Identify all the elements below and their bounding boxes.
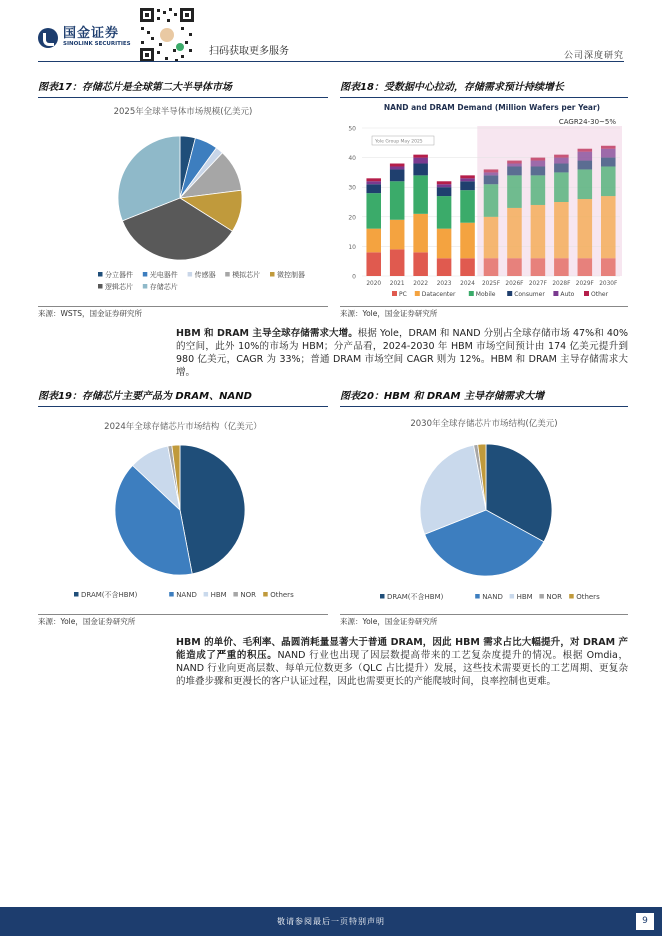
bar-Mobile-2023 — [437, 196, 452, 229]
bar-Consumer-2026F — [507, 166, 522, 175]
pie-title: 2025年全球半导体市场规模(亿美元) — [113, 107, 253, 117]
bar-Auto-2022 — [413, 158, 428, 164]
page-footer — [0, 907, 662, 936]
paragraph-hbm-dram-body: 根据 Yole，DRAM 和 NAND 分别占全球存储市场 47%和 40%的空间，此外 10%的市场为 HBM；分产品看，2024-2030 年 HBM 市场空间预计由 174 亿美元提升到 980 亿美元，CAGR 为 33%；普通 DRAM 市场空间 CAGR 则为 12%。HBM 和 DRAM 主导存储需求大增。 — [176, 328, 628, 378]
fig19-title: 图表19：存储芯片主要产品为 DRAM、NAND — [38, 389, 328, 407]
bar-Mobile-2026F — [507, 175, 522, 208]
y-tick-label: 40 — [348, 155, 356, 163]
paragraph-hbm-capacity — [176, 636, 628, 688]
logo-cn: 国金证券 — [63, 26, 120, 41]
bar-Auto-2030F — [601, 149, 616, 158]
bar-Datacenter-2028F — [554, 202, 569, 258]
y-tick-label: 0 — [352, 273, 356, 281]
legend-label-4: Others — [576, 593, 600, 601]
legend-label-2: Mobile — [475, 291, 496, 298]
page-header — [0, 0, 662, 62]
legend-swatch-2 — [469, 291, 474, 296]
bar-Other-2028F — [554, 155, 569, 158]
legend-label-2: HBM — [516, 593, 533, 601]
cagr-annotation: CAGR24-30~5% — [558, 118, 616, 126]
bar-PC-2020 — [366, 252, 381, 276]
bar-Consumer-2020 — [366, 184, 381, 193]
footer-disclaimer[interactable]: 敬请参阅最后一页特别声明 — [277, 917, 385, 926]
bar-Datacenter-2026F — [507, 208, 522, 258]
bar-Consumer-2024 — [460, 181, 475, 190]
fig20-source: 来源：Yole，国金证券研究所 — [340, 614, 628, 628]
legend-swatch-0 — [98, 272, 103, 277]
fig17-pie-chart — [38, 100, 328, 306]
bar-Consumer-2030F — [601, 158, 616, 167]
y-tick-label: 50 — [348, 125, 356, 133]
bar-PC-2021 — [390, 249, 405, 276]
fig19-pie-chart — [38, 409, 328, 614]
fig20-title: 图表20：HBM 和 DRAM 主导存储需求大增 — [340, 389, 628, 407]
bar-PC-2029F — [578, 258, 593, 276]
legend-swatch-1 — [415, 291, 420, 296]
x-tick-label: 2027F — [528, 281, 547, 287]
bar-Consumer-2023 — [437, 187, 452, 196]
paragraph-hbm-capacity-lead: HBM 的单价、毛利率、晶圆消耗量显著大于普通 DRAM，因此 HBM 需求占比大幅提升，对 DRAM 产能造成了严重的积压。 — [176, 637, 628, 661]
legend-swatch-0 — [74, 592, 79, 597]
bar-Mobile-2025F — [484, 184, 499, 217]
x-tick-label: 2025F — [481, 281, 501, 287]
legend-label-6: 存储芯片 — [149, 283, 178, 291]
legend-label-0: DRAM(不含HBM) — [387, 593, 444, 601]
bar-Consumer-2021 — [390, 169, 405, 181]
bar-Other-2021 — [390, 164, 405, 167]
paragraph-hbm-dram-lead: HBM 和 DRAM 主导全球存储需求大增。 — [176, 328, 358, 339]
fig17-title: 图表17：存储芯片是全球第二大半导体市场 — [38, 80, 328, 98]
forecast-shade — [477, 126, 622, 276]
bar-Other-2023 — [437, 181, 452, 184]
bar-PC-2028F — [554, 258, 569, 276]
legend-swatch-4 — [263, 592, 268, 597]
x-tick-label: 2023 — [436, 281, 452, 287]
y-tick-label: 30 — [348, 184, 356, 192]
bar-Mobile-2030F — [601, 166, 616, 196]
x-tick-label: 2024 — [460, 281, 475, 287]
bar-Mobile-2022 — [413, 175, 428, 213]
x-tick-label: 2021 — [389, 281, 405, 287]
bar-Datacenter-2023 — [437, 229, 452, 259]
legend-swatch-2 — [204, 592, 209, 597]
legend-swatch-4 — [553, 291, 558, 296]
bar-title: NAND and DRAM Demand (Million Wafers per Year) — [383, 103, 601, 112]
bar-Other-2027F — [531, 158, 546, 161]
bar-Other-2022 — [413, 155, 428, 158]
legend-label-0: PC — [399, 291, 407, 298]
bar-Mobile-2027F — [531, 175, 546, 205]
bar-Datacenter-2020 — [366, 229, 381, 253]
bar-Other-2026F — [507, 161, 522, 164]
bar-Mobile-2028F — [554, 172, 569, 202]
x-tick-label: 2029F — [575, 281, 594, 287]
bar-Datacenter-2030F — [601, 196, 616, 258]
bar-Consumer-2029F — [578, 161, 593, 170]
legend-swatch-4 — [569, 594, 574, 599]
bar-PC-2024 — [460, 258, 475, 276]
legend-swatch-5 — [98, 284, 103, 289]
x-tick-label: 2028F — [552, 281, 571, 287]
fig18-title: 图表18：受数据中心拉动，存储需求预计持续增长 — [340, 80, 628, 98]
legend-label-5: 逻辑芯片 — [105, 283, 133, 291]
bar-Auto-2026F — [507, 164, 522, 167]
legend-label-3: 模拟芯片 — [232, 271, 261, 279]
legend-swatch-1 — [475, 594, 480, 599]
header-divider — [38, 61, 624, 62]
fig19-source: 来源：Yole，国金证券研究所 — [38, 614, 328, 628]
bar-Mobile-2029F — [578, 169, 593, 199]
legend-swatch-6 — [143, 284, 148, 289]
y-tick-label: 20 — [348, 214, 356, 222]
x-tick-label: 2020 — [366, 281, 382, 287]
pie-slice-0 — [180, 445, 245, 574]
bar-Mobile-2021 — [390, 181, 405, 219]
legend-swatch-2 — [188, 272, 193, 277]
bar-Auto-2027F — [531, 161, 546, 167]
bar-Consumer-2028F — [554, 164, 569, 173]
fig18-bar-chart — [340, 100, 628, 306]
fig18-source: 来源：Yole，国金证券研究所 — [340, 306, 628, 320]
bar-Other-2030F — [601, 146, 616, 149]
legend-swatch-2 — [510, 594, 514, 599]
legend-label-1: Datacenter — [421, 291, 456, 298]
bar-Auto-2023 — [437, 184, 452, 187]
legend-swatch-5 — [584, 291, 589, 296]
legend-label-2: 传感器 — [194, 271, 216, 279]
legend-label-1: 光电器件 — [149, 271, 178, 279]
legend-label-3: NOR — [546, 593, 563, 601]
logo-en: SINOLINK SECURITIES — [63, 41, 131, 47]
pie-title: 2030年全球存储芯片市场结构(亿美元) — [410, 419, 558, 429]
paragraph-hbm-dram — [176, 327, 628, 379]
legend-swatch-0 — [392, 291, 397, 296]
legend-swatch-4 — [270, 272, 275, 277]
legend-label-3: Consumer — [514, 291, 545, 298]
qr-code-icon[interactable] — [137, 5, 197, 65]
report-type: 公司深度研究 — [563, 51, 624, 61]
x-tick-label: 2022 — [413, 281, 429, 287]
bar-Datacenter-2024 — [460, 223, 475, 259]
legend-label-0: 分立器件 — [105, 271, 133, 279]
legend-swatch-3 — [539, 594, 544, 599]
legend-label-2: HBM — [210, 591, 227, 599]
bar-PC-2026F — [507, 258, 522, 276]
x-tick-label: 2030F — [599, 281, 618, 287]
legend-label-0: DRAM(不含HBM) — [81, 591, 138, 599]
bar-Datacenter-2025F — [484, 217, 499, 258]
legend-label-4: Auto — [560, 291, 575, 298]
bar-Consumer-2027F — [531, 166, 546, 175]
legend-label-4: 微控制器 — [277, 271, 305, 279]
company-logo — [38, 27, 131, 48]
scan-text: 扫码获取更多服务 — [209, 46, 289, 57]
bar-PC-2027F — [531, 258, 546, 276]
bar-Consumer-2022 — [413, 164, 428, 176]
legend-swatch-3 — [233, 592, 238, 597]
fig20-pie-chart — [340, 409, 628, 614]
source-tag: Yole Group May 2025 — [375, 139, 423, 145]
bar-Datacenter-2027F — [531, 205, 546, 258]
bar-Other-2025F — [484, 169, 499, 172]
bar-Mobile-2024 — [460, 190, 475, 223]
bar-Auto-2024 — [460, 178, 475, 181]
bar-Other-2029F — [578, 149, 593, 152]
bar-Auto-2029F — [578, 152, 593, 161]
legend-label-4: Others — [270, 591, 294, 599]
logo-icon — [38, 28, 58, 48]
legend-swatch-1 — [169, 592, 174, 597]
bar-Other-2024 — [460, 175, 475, 178]
bar-Auto-2021 — [390, 166, 405, 169]
x-tick-label: 2026F — [505, 281, 524, 287]
legend-swatch-3 — [507, 291, 512, 296]
bar-Consumer-2025F — [484, 175, 499, 184]
legend-label-3: NOR — [240, 591, 257, 599]
y-tick-label: 10 — [348, 243, 356, 251]
bar-PC-2023 — [437, 258, 452, 276]
bar-Datacenter-2022 — [413, 214, 428, 252]
legend-label-1: NAND — [482, 593, 503, 601]
legend-swatch-3 — [225, 272, 230, 277]
bar-Datacenter-2029F — [578, 199, 593, 258]
bar-PC-2030F — [601, 258, 616, 276]
bar-Other-2020 — [366, 178, 381, 181]
legend-swatch-1 — [143, 272, 148, 277]
page-number: 9 — [636, 913, 654, 930]
legend-swatch-0 — [380, 594, 385, 599]
bar-Auto-2025F — [484, 172, 499, 175]
bar-Auto-2020 — [366, 181, 381, 184]
bar-Datacenter-2021 — [390, 220, 405, 250]
legend-label-1: NAND — [176, 591, 197, 599]
bar-Mobile-2020 — [366, 193, 381, 229]
bar-Auto-2028F — [554, 158, 569, 164]
paragraph-hbm-capacity-body: NAND 行业也出现了因层数提高带来的工艺复杂度提升的情况。根据 Omdia，NAND 行业向更高层数、每单元位数更多（QLC 占比提升）发展，这些技术需要更长的工艺周期、更复杂的堆叠步骤和更漫长的客户认证过程，因此也需要更长的产能爬坡时间，良率控制也更难。 — [176, 650, 628, 687]
fig17-source: 来源：WSTS，国金证券研究所 — [38, 306, 328, 320]
bar-PC-2022 — [413, 252, 428, 276]
bar-PC-2025F — [484, 258, 499, 276]
legend-label-5: Other — [591, 291, 609, 298]
pie-title: 2024年全球存储芯片市场结构（亿美元） — [104, 422, 262, 432]
